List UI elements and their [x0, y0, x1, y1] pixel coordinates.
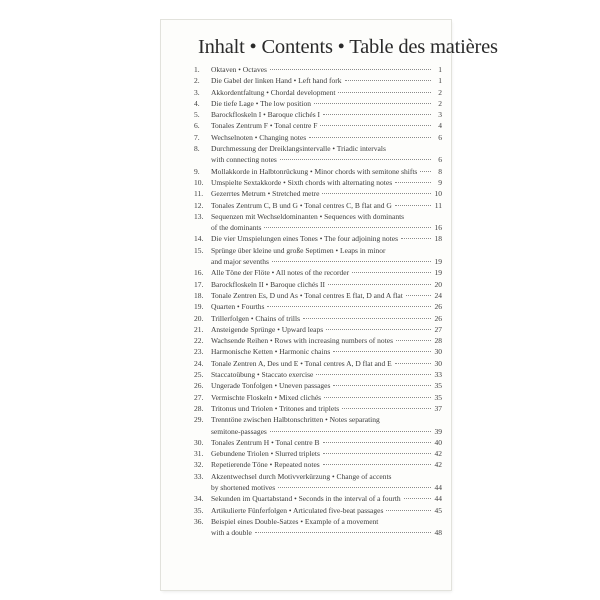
entry-number: 23.	[194, 347, 204, 357]
entry-title-line: semitone-passages	[211, 426, 267, 436]
entry-number: 12.	[194, 200, 204, 210]
entry-page-number: 20	[434, 279, 442, 289]
entry-page-number: 30	[434, 347, 442, 357]
entry-page-number: 4	[438, 121, 442, 131]
entry-number: 28.	[194, 403, 204, 413]
entry-number: 14.	[194, 234, 204, 244]
entry-title-line: Sekunden im Quartabstand • Seconds in the interval of a fourth	[211, 494, 401, 504]
dot-leader	[345, 80, 432, 81]
dot-leader	[278, 487, 431, 488]
entry-page-number: 26	[434, 313, 442, 323]
dot-leader	[395, 205, 431, 206]
toc-entry	[194, 324, 442, 335]
entry-page-number: 10	[434, 189, 442, 199]
toc-entry	[194, 109, 442, 120]
entry-page-number: 3	[438, 110, 442, 120]
entry-title-line: by shortened motives	[211, 482, 276, 492]
entry-page-number: 8	[438, 166, 442, 176]
entry-page-number: 48	[434, 528, 442, 538]
toc-entry	[194, 516, 442, 539]
entry-number: 1.	[194, 65, 200, 74]
entry-page-number: 44	[434, 494, 442, 504]
entry-title-line: with a double	[211, 528, 252, 538]
page-title: Inhalt • Contents • Table des matières	[198, 36, 498, 58]
entry-title-line: Barockfloskeln I • Baroque clichés I	[211, 110, 321, 120]
entry-page-number: 39	[434, 426, 442, 436]
dot-leader	[323, 464, 431, 465]
toc-entry	[194, 346, 442, 357]
dot-leader	[280, 159, 431, 160]
dot-leader	[309, 137, 431, 138]
entry-title-line: Akkordentfaltung • Chordal development	[211, 87, 336, 97]
toc-entry	[194, 403, 442, 414]
toc-entry	[194, 301, 442, 312]
entry-page-number: 42	[434, 460, 442, 470]
entry-title-line: Die vier Umspielungen eines Tones • The four adjoining notes	[211, 234, 398, 244]
entry-title-line: Die tiefe Lage • The low position	[211, 98, 311, 108]
entry-title-line: Vermischte Floskeln • Mixed clichés	[211, 392, 322, 402]
dot-leader	[264, 227, 431, 228]
toc-entry	[194, 369, 442, 380]
dot-leader	[342, 408, 431, 409]
entry-title-line: Barockfloskeln II • Baroque clichés II	[211, 279, 326, 289]
entry-number: 32.	[194, 460, 204, 470]
dot-leader	[324, 397, 431, 398]
entry-number: 26.	[194, 381, 204, 391]
entry-number: 18.	[194, 290, 204, 300]
toc-entry	[194, 98, 442, 109]
dot-leader	[323, 114, 431, 115]
entry-title-line: Gebundene Triolen • Slurred triplets	[211, 449, 320, 459]
toc-entry	[194, 437, 442, 448]
table-of-contents	[194, 64, 442, 538]
entry-page-number: 1	[438, 65, 442, 74]
entry-title-line: with connecting notes	[211, 155, 277, 165]
toc-entry	[194, 245, 442, 268]
dot-leader	[267, 306, 431, 307]
entry-title-line: and major sevenths	[211, 257, 269, 267]
entry-title-line: Sequenzen mit Wechseldominanten • Sequences with dominants	[211, 211, 405, 221]
entry-number: 33.	[194, 471, 204, 481]
entry-page-number: 16	[434, 223, 442, 233]
entry-number: 25.	[194, 370, 204, 380]
entry-number: 29.	[194, 415, 204, 425]
entry-number: 35.	[194, 505, 204, 515]
dot-leader	[314, 103, 431, 104]
entry-title-line: Durchmessung der Dreiklangsintervalle • Triadic intervals	[211, 144, 386, 154]
entry-page-number: 24	[434, 290, 442, 300]
toc-entry	[194, 448, 442, 459]
toc-entry	[194, 267, 442, 278]
entry-page-number: 1	[438, 76, 442, 86]
entry-number: 4.	[194, 98, 200, 108]
toc-entry	[194, 120, 442, 131]
dot-leader	[270, 431, 431, 432]
entry-title-line: Tonales Zentrum C, B und G • Tonal centres C, B flat and G	[211, 200, 392, 210]
dot-leader	[272, 261, 431, 262]
dot-leader	[303, 318, 431, 319]
entry-page-number: 6	[438, 155, 442, 165]
toc-entry	[194, 505, 442, 516]
entry-title-line: Wechselnoten • Changing notes	[211, 132, 307, 142]
entry-title-line: Quarten • Fourths	[211, 302, 265, 312]
entry-number: 22.	[194, 336, 204, 346]
entry-title-line: Beispiel eines Double-Satzes • Example of a movement	[211, 516, 379, 526]
toc-entry	[194, 493, 442, 504]
toc-entry	[194, 177, 442, 188]
entry-number: 16.	[194, 268, 204, 278]
entry-page-number: 44	[434, 482, 442, 492]
entry-number: 2.	[194, 76, 200, 86]
entry-title-line: Sprünge über kleine und große Septimen • Leaps in minor	[211, 245, 386, 255]
entry-title-line: Tonales Zentrum F • Tonal centre F	[211, 121, 318, 131]
entry-number: 7.	[194, 132, 200, 142]
dot-leader	[386, 510, 431, 511]
entry-page-number: 33	[434, 370, 442, 380]
entry-title-line: Ungerade Tonfolgen • Uneven passages	[211, 381, 331, 391]
entry-page-number: 18	[434, 234, 442, 244]
entry-title-line: Artikulierte Fünferfolgen • Articulated five-beat passages	[211, 505, 384, 515]
entry-title-line: Akzentwechsel durch Motivverkürzung • Change of accents	[211, 471, 392, 481]
dot-leader	[316, 374, 431, 375]
entry-title-line: Repetierende Töne • Repeated notes	[211, 460, 320, 470]
entry-page-number: 2	[438, 87, 442, 97]
entry-title-line: Trenntöne zwischen Halbtonschritten • Notes separating	[211, 415, 380, 425]
toc-entry	[194, 471, 442, 494]
entry-number: 17.	[194, 279, 204, 289]
entry-title-line: Tonale Zentren A, Des und E • Tonal centres A, D flat and E	[211, 358, 392, 368]
dot-leader	[328, 284, 431, 285]
toc-entry	[194, 87, 442, 98]
toc-entry	[194, 279, 442, 290]
entry-title-line: Staccatoübung • Staccato exercise	[211, 370, 314, 380]
entry-title-line: Umspielte Sextakkorde • Sixth chords with alternating notes	[211, 177, 393, 187]
dot-leader	[338, 92, 431, 93]
toc-entry	[194, 313, 442, 324]
entry-page-number: 35	[434, 381, 442, 391]
dot-leader	[323, 442, 432, 443]
toc-entry	[194, 166, 442, 177]
toc-entry	[194, 64, 442, 75]
entry-number: 27.	[194, 392, 204, 402]
entry-title-line: of the dominants	[211, 223, 262, 233]
entry-page-number: 6	[438, 132, 442, 142]
entry-page-number: 27	[434, 324, 442, 334]
entry-title-line: Tritonus und Triolen • Tritones and triplets	[211, 403, 340, 413]
entry-number: 34.	[194, 494, 204, 504]
toc-entry	[194, 132, 442, 143]
toc-entry	[194, 380, 442, 391]
entry-title-line: Tonale Zentren Es, D und As • Tonal centres E flat, D and A flat	[211, 290, 403, 300]
toc-entry	[194, 392, 442, 403]
dot-leader	[395, 182, 431, 183]
entry-number: 3.	[194, 87, 200, 97]
dot-leader	[401, 238, 431, 239]
entry-title-line: Wachsende Reihen • Rows with increasing numbers of notes	[211, 336, 393, 346]
entry-number: 6.	[194, 121, 200, 131]
dot-leader	[352, 272, 431, 273]
entry-title-line: Harmonische Ketten • Harmonic chains	[211, 347, 331, 357]
toc-entry	[194, 358, 442, 369]
entry-page-number: 42	[434, 449, 442, 459]
entry-page-number: 11	[434, 200, 442, 210]
entry-title-line: Ansteigende Sprünge • Upward leaps	[211, 324, 324, 334]
dot-leader	[270, 69, 431, 70]
entry-page-number: 19	[434, 268, 442, 278]
entry-title-line: Mollakkorde in Halbtonrückung • Minor chords with semitone shifts	[211, 166, 418, 176]
entry-page-number: 35	[434, 392, 442, 402]
entry-page-number: 28	[434, 336, 442, 346]
dot-leader	[255, 532, 431, 533]
dot-leader	[404, 498, 431, 499]
dot-leader	[406, 295, 431, 296]
toc-entry	[194, 233, 442, 244]
toc-entry	[194, 414, 442, 437]
entry-page-number: 30	[434, 358, 442, 368]
entry-title-line: Alle Töne der Flöte • All notes of the recorder	[211, 268, 350, 278]
entry-number: 30.	[194, 437, 204, 447]
toc-entry	[194, 200, 442, 211]
dot-leader	[333, 385, 431, 386]
dot-leader	[323, 453, 431, 454]
dot-leader	[320, 125, 431, 126]
dot-leader	[395, 363, 431, 364]
entry-page-number: 37	[434, 403, 442, 413]
entry-number: 24.	[194, 358, 204, 368]
toc-entry	[194, 143, 442, 166]
entry-page-number: 2	[438, 98, 442, 108]
dot-leader	[333, 351, 431, 352]
toc-entry	[194, 75, 442, 86]
toc-entry	[194, 211, 442, 234]
dot-leader	[396, 340, 431, 341]
entry-number: 19.	[194, 302, 204, 312]
entry-title-line: Trillerfolgen • Chains of trills	[211, 313, 301, 323]
dot-leader	[322, 193, 431, 194]
entry-page-number: 9	[438, 177, 442, 187]
entry-number: 11.	[194, 189, 204, 199]
entry-page-number: 45	[434, 505, 442, 515]
dot-leader	[326, 329, 431, 330]
entry-number: 15.	[194, 245, 204, 255]
entry-page-number: 26	[434, 302, 442, 312]
entry-title-line: Oktaven • Octaves	[211, 65, 267, 74]
entry-title-line: Tonales Zentrum H • Tonal centre B	[211, 437, 320, 447]
entry-number: 20.	[194, 313, 204, 323]
entry-number: 36.	[194, 516, 204, 526]
toc-entry	[194, 335, 442, 346]
toc-entry	[194, 188, 442, 199]
toc-entry	[194, 290, 442, 301]
entry-number: 8.	[194, 144, 200, 154]
entry-title-line: Gezerrtes Metrum • Stretched metre	[211, 189, 320, 199]
dot-leader	[420, 171, 431, 172]
toc-entry	[194, 459, 442, 470]
entry-number: 10.	[194, 177, 204, 187]
entry-number: 21.	[194, 324, 204, 334]
entry-number: 5.	[194, 110, 200, 120]
entry-page-number: 19	[434, 257, 442, 267]
entry-page-number: 40	[434, 437, 442, 447]
entry-number: 9.	[194, 166, 200, 176]
entry-number: 13.	[194, 211, 204, 221]
entry-number: 31.	[194, 449, 204, 459]
entry-title-line: Die Gabel der linken Hand • Left hand fork	[211, 76, 342, 86]
